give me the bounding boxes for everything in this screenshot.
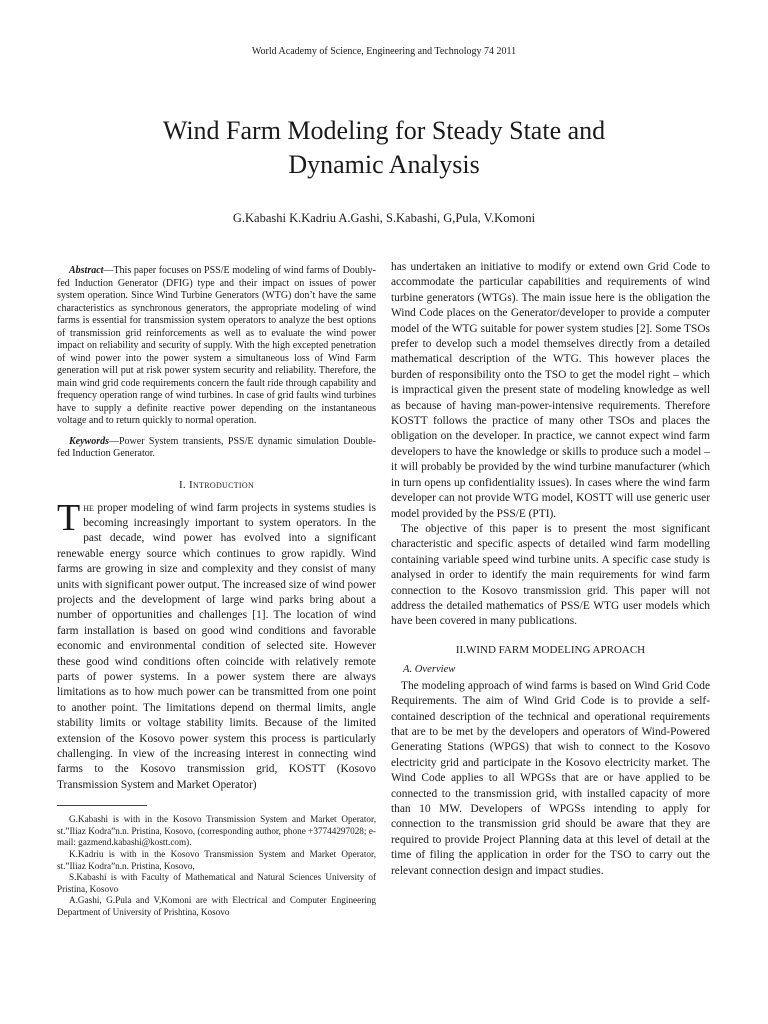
abstract <box>57 265 376 428</box>
paper-title <box>40 114 728 182</box>
title-line-1: Wind Farm Modeling for Steady State and <box>162 116 606 145</box>
keywords-label: Keywords <box>69 435 109 447</box>
keywords-text: —Power System transients, PSS/E dynamic simulation Double-fed Induction Generator. <box>57 435 376 459</box>
journal-header: World Academy of Science, Engineering and Technology 74 2011 <box>251 46 517 57</box>
section-heading-wind-farm-modeling: II.WIND FARM MODELING APROACH <box>455 643 646 656</box>
right-column <box>391 260 710 879</box>
abstract-text: —This paper focuses on PSS/E modeling of wind farms of Doubly-fed Induction Generator (DFIG) type and their impact on issues of power system operation. Since Wind Turbine Generators (WTG) don’t have the same characteristics as synchronous generators, the appropriate modeling of wind farms is essential for transmission system operators to analyze the best options of transmission grid reinforcements as well as to evaluate the wind power impact on reliability and security of supply. With the high excepted penetration of wind power into the power system a simultaneous loss of Wind Farm generation will put at risk power system security and reliability. Therefore, the main wind grid code requirements concern the fault ride through capability and frequency operation range of wind turbines. In case of grid faults wind turbines have to supply a definite reactive power depending on the instantaneous voltage and to return quickly to normal operation. <box>57 265 376 426</box>
right-paragraph-1: has undertaken an initiative to modify or extend own Grid Code to accommodate the particular capabilities and requirements of wind turbine generators (WTGs). The main issue here is the obligation the Wind Code places on the Generator/developer to provide a computer model of the WTG suitable for power system studies [2]. Some TSOs prefer to develop such a model themselves directly from a detailed mathematical description of the WTG. This however places the burden of responsibility onto the TSO to get the model right – which is impractical given the present state of modeling knowledge as well as because of having man-power-intensive requirements. Therefore KOSTT follows the practice of many other TSOs and places the obligation on the developer. In practice, we cannot expect wind farm developers to have the knowledge or skills to produce such a model – it will probably be provided by the wind turbine manufacturer (which in turn opens up confidentiality issues). In cases where the wind farm developer can not provide WTG model, KOSTT will use generic user model provided by the PSS/E (PTI). <box>391 261 710 520</box>
left-column <box>57 265 376 919</box>
footnote-4: A.Gashi, G.Pula and V,Komoni are with Electrical and Computer Engineering Department of University of Prishtina, Kosovo <box>57 895 376 917</box>
author-list: G.Kabashi K.Kadriu A.Gashi, S.Kabashi, G,Pula, V.Komoni <box>232 211 536 225</box>
right-paragraph-3: The modeling approach of wind farms is based on Wind Grid Code Requirements. The aim of Wind Grid Code is to provide a self-contained description of the technical and operational requirements that are to be met by the developers and operators of Wind-Powered Generating Stations (WPGS) that wish to connect to the Kosovo electricity grid and participate in the Kosovo electricity market. The Wind Code applies to all WPGSs that are or have applied to be connected to the transmission grid, with installed capacity of more than 10 MW. Developers of WPGSs intending to apply for connection to the transmission grid should be aware that they are required to provide Project Planning data at this level of detail at the time of filing the application in order for the TSO to carry out the relevant connection design and impact studies. <box>391 679 710 877</box>
drop-cap: T <box>57 496 81 539</box>
introduction-text: proper modeling of wind farm projects in systems studies is becoming increasingly important to system operators. In the past decade, wind power has evolved into a significant renewable energy source which continues to grow rapidly. Wind farms are growing in size and complexity and they consist of many units with significant power output. The increased size of wind power projects and the development of large wind parks bring about a number of opportunities and challenges [1]. The location of wind farm installation is based on good wind conditions and favorable economic and environmental condition of selected site. However these good wind conditions often coincide with relatively remote parts of power systems. In a power system there are always limitations as to how much power can be transmitted from one point to another point. The limitations depend on thermal limits, angle stability limits or voltage stability limits. Because of the limited extension of the Kosovo power system this process is particularly challenging. In view of the increasing interest in connecting wind farms to the Kosovo transmission grid, KOSTT (Kosovo Transmission System and Market Operator) <box>57 501 376 791</box>
footnote-1: G.Kabashi is with in the Kosovo Transmission System and Market Operator, st.”Iliaz Kodra”n.n. Pristina, Kosovo, (corresponding author, phone +37744297028; e-mail: gazmend.kabashi@kostt.com). <box>57 814 376 848</box>
right-paragraph-2: The objective of this paper is to present the most significant characteristic and specific aspects of detailed wind farm modelling containing variable speed wind turbine units. A specific case study is analysed in order to identify the main requirements for wind farm connection to the Kosovo transmission grid. This paper will not address the detailed mathematics of PSS/E WTG user models which have been covered in many publications. <box>391 522 710 628</box>
footnote-2: K.Kadriu is with in the Kosovo Transmission System and Market Operator, st.”Iliaz Kodra”n.n. Pristina, Kosovo, <box>57 849 376 871</box>
abstract-label: Abstract <box>69 265 104 276</box>
footnote-divider <box>57 805 147 806</box>
introduction-paragraph <box>57 496 376 794</box>
section-title: Introduction <box>189 478 255 491</box>
section-number: I. <box>178 478 186 491</box>
section-heading-introduction <box>57 479 376 491</box>
keywords <box>57 436 376 461</box>
first-word-rest: he <box>83 501 94 514</box>
subsection-heading-overview: A. Overview <box>403 663 456 675</box>
title-line-2: Dynamic Analysis <box>288 150 480 179</box>
footnote-3: S.Kabashi is with Faculty of Mathematical and Natural Sciences University of Pristina, Kosovo <box>57 872 376 894</box>
